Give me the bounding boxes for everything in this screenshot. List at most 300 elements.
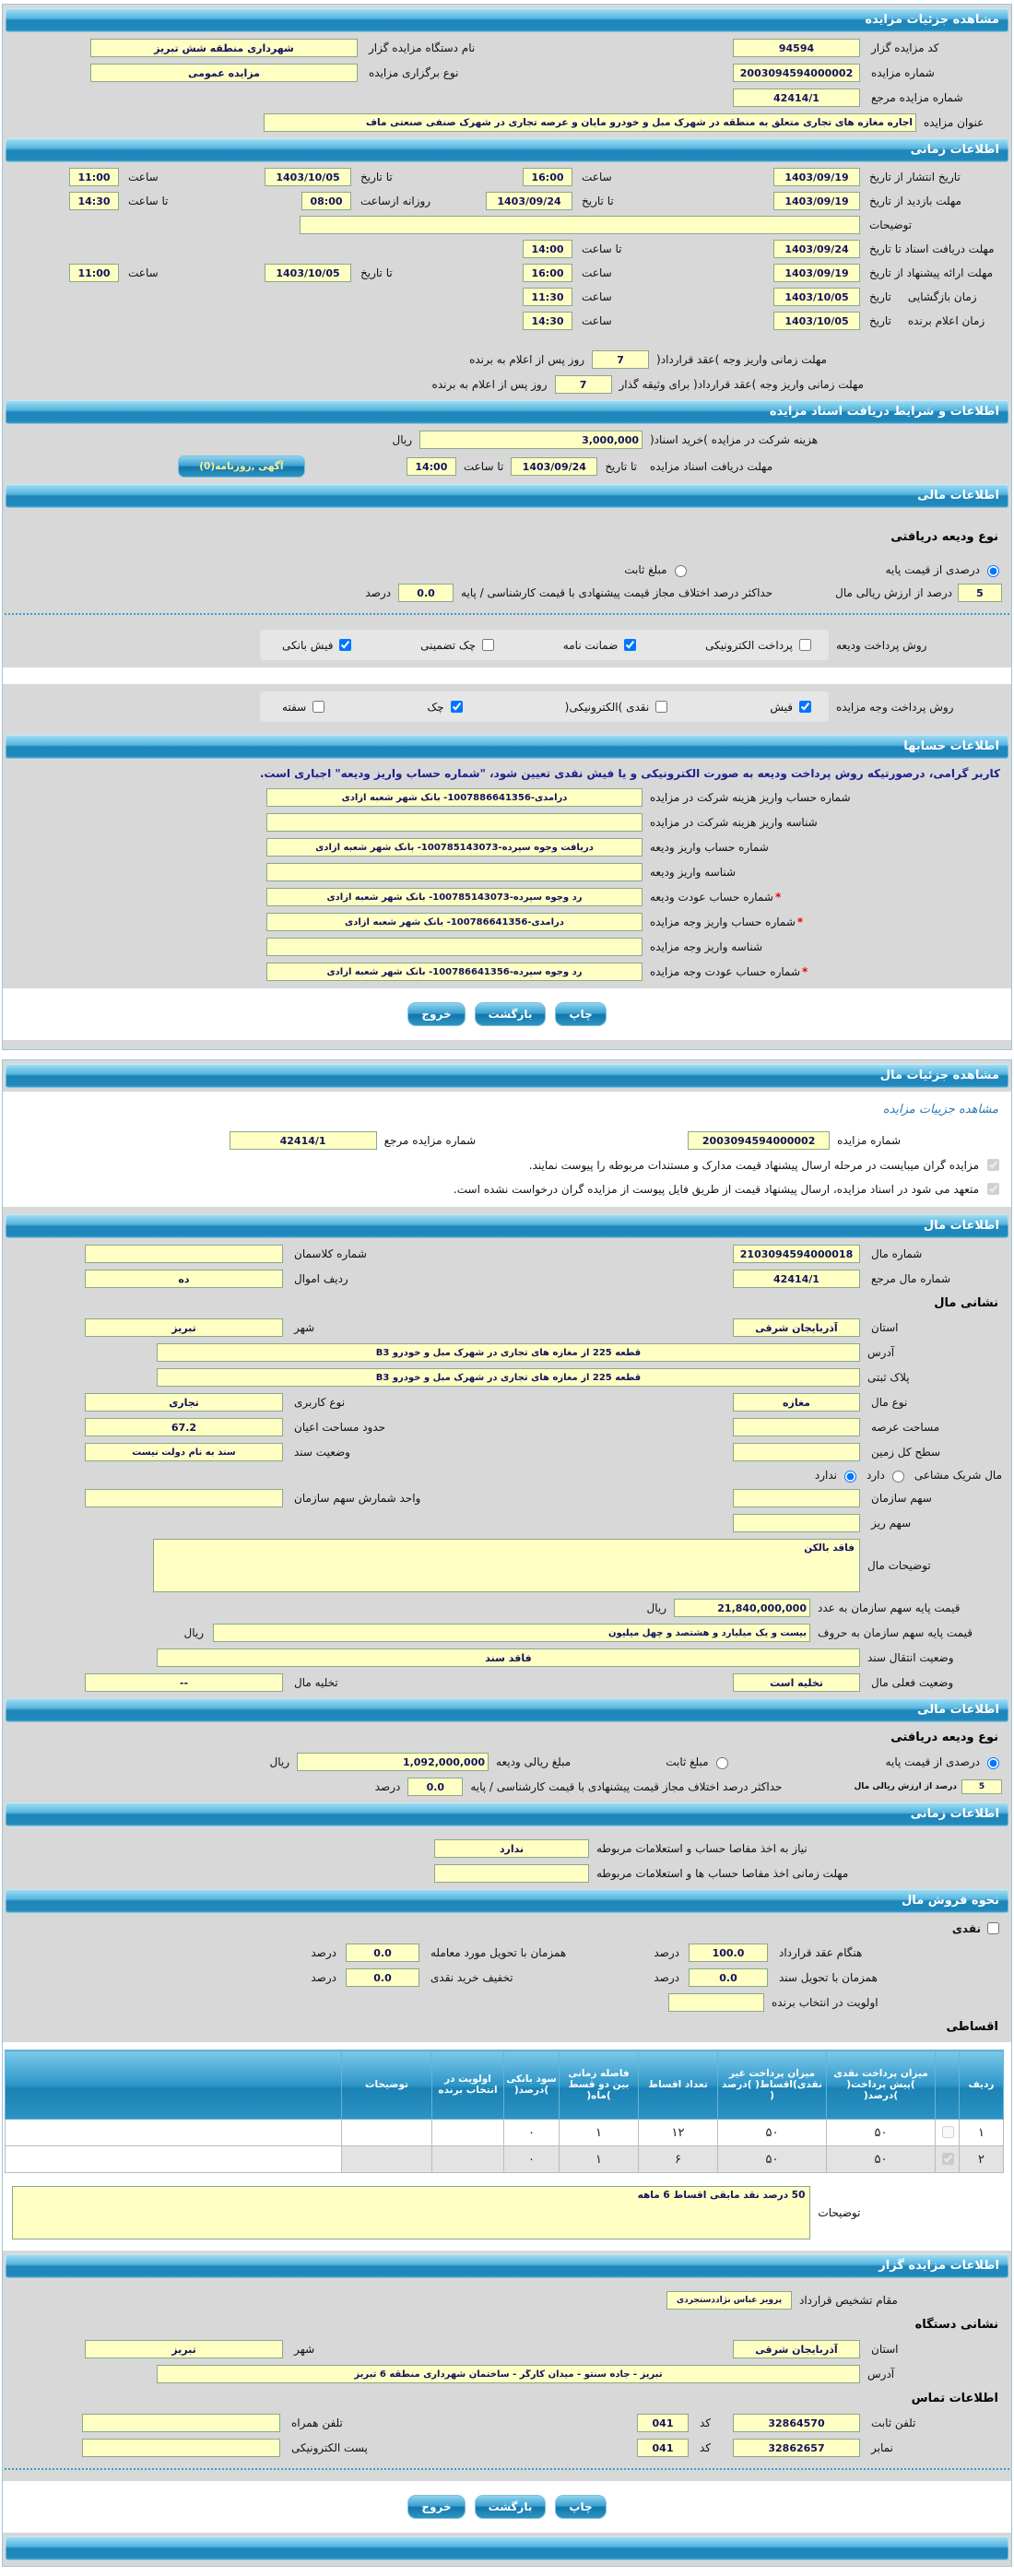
doc-deadline-date-input[interactable] [511,457,597,476]
classification-label: شماره کلاسمان [294,1247,367,1260]
no-file-offer-note: متعهد می شود در اسناد مزایده، ارسال پیشنهاد قیمت از طریق فایل پیوست از مزایده گران درخواست نشده است. [453,1182,979,1196]
account-fee-id-input[interactable] [266,813,643,832]
cell-interest: ۰ [504,2146,560,2173]
row-item-number [12,1245,1002,1263]
row-visit-dates [12,192,1002,210]
deposit-percent-input-2[interactable] [961,1779,1002,1794]
hour-label: ساعت [582,290,612,303]
date-label: تاریخ [869,314,891,327]
row-sale-notes [12,2186,873,2239]
row-offer-dates [12,264,1002,282]
account-auction-return-input[interactable] [266,963,643,981]
check-option[interactable]: چک [419,698,465,715]
percent-label: درصد [311,1946,336,1959]
organizer-province-label: استان [871,2343,899,2356]
accounts-notice: کاربر گرامی، درصورتیکه روش پرداخت ودیعه به صورت الکترونیکی و یا فیش نقدی تعیین شود، "شماره حساب واریز ودیعه" اجباری است. [259,767,1000,780]
row-item-type-usage [12,1393,1002,1412]
row-deposit-type-radios [12,562,1002,577]
cell-interval: ۱ [560,2120,639,2146]
row-timing-notes [12,216,1002,234]
installment-label: اقساطی [946,2020,998,2034]
fixed-amount-radio[interactable] [675,565,687,577]
city-input[interactable] [85,1318,283,1337]
percent-of-value-label: درصد از ارزش ریالی مال [835,586,952,599]
contract-pay-label: مهلت زمانی واریز وجه )عقد قرارداد( [656,353,827,366]
share-unit-input[interactable] [85,1489,283,1507]
bottom-buttons-area [3,2481,1011,2533]
row-area [12,1418,1002,1436]
base-price-words-label: قیمت پایه سهم سازمان به حروف [818,1626,973,1639]
row-account-deposit-return: *شماره حساب عودت ودیعه رد وجوه سپرده-100785143073- بانک شهر شعبه آزادی [12,888,1002,906]
clearance-input[interactable] [434,1839,589,1858]
row-auction-ref [12,89,1002,107]
to-date-label: تا تاریخ [360,171,393,183]
phone-code-input[interactable] [637,2414,689,2432]
row-base-price-words [12,1624,1002,1642]
docs-deadline-date-input[interactable] [773,240,860,258]
row-current-status [12,1673,1002,1692]
promissory-note-checkbox[interactable] [312,701,324,713]
footer-bar [6,2536,1008,2560]
item-address-label: آدرس [867,1346,895,1359]
max-diff-input-2[interactable] [407,1778,463,1796]
row-select-checkbox[interactable] [942,2153,954,2165]
row-account-auction-payment-id [12,938,1002,956]
row-auction-code-org [12,39,1002,57]
cash-sale-checkbox[interactable] [987,1922,999,1934]
partner-has-radio[interactable] [892,1471,904,1483]
base-price-input[interactable] [674,1599,810,1617]
slip-option[interactable]: فیش [762,698,814,715]
row-item-province-city [12,1318,1002,1337]
item-auction-ref-input[interactable] [230,1131,377,1150]
contract-pay-days-input[interactable] [592,350,649,369]
col-header-noncash-payment: میزان پرداخت غیر نقدی)اقساط( )درصد ( [718,2050,827,2120]
guarantor-pay-label: مهلت زمانی واریز وجه )عقد قرارداد( برای وثیقه گذار [619,378,864,391]
auction-title-label: عنوان مزایده [924,116,985,129]
contract-authority-input[interactable] [666,2291,792,2310]
opening-time-input[interactable] [523,288,572,306]
row-organizer-address [12,2365,1002,2383]
row-opening-time [12,288,1002,306]
row-deposit-payment-methods [12,630,1002,660]
cash-electronic-option[interactable]: نقدی )الکترونیکی( [558,698,671,715]
row-participation-fee [12,431,1002,449]
to-date-label: تا تاریخ [360,266,393,279]
section-header-financial-1: اطلاعات مالی [6,484,1008,508]
installment-table-area [3,2042,1011,2251]
doc-deadline-time-input[interactable] [407,457,456,476]
col-header-row-index: ردیف [960,2050,1004,2120]
guarantee-letter-option[interactable]: ضمانت نامه [556,636,640,654]
row-note-2 [12,1180,1002,1198]
docs-deadline-time-input[interactable] [523,240,572,258]
attach-docs-checkbox[interactable] [987,1159,999,1171]
organizer-province-input[interactable] [733,2340,860,2358]
province-input[interactable] [733,1318,860,1337]
radio-percent-of-base-2[interactable]: درصدی از قیمت پایه [878,1755,1002,1769]
participation-fee-label: هزینه شرکت در مزایده )خرید اسناد( [650,433,819,446]
cell-noncash: ۵۰ [718,2146,827,2173]
dotted-separator [5,613,1009,615]
city-label: شهر [294,1321,315,1334]
percent-label: درصد [654,1971,679,1984]
row-base-price [12,1599,1002,1617]
col-header-select [936,2050,960,2120]
electronic-payment-option[interactable]: پرداخت الکترونیکی [698,636,814,654]
newspaper-ads-button[interactable]: آگهی ,روزنامه(0) [178,455,305,478]
section-header-auction-details: مشاهده جزئیات مزایده [6,8,1008,32]
account-deposit-id-input[interactable] [266,863,643,881]
section-header-item-info: اطلاعات مال [6,1214,1008,1238]
classification-input[interactable] [85,1245,283,1263]
at-contract-input[interactable] [689,1944,768,1962]
buttons-area [3,988,1011,1040]
asset-row-label: ردیف اموال [294,1272,348,1285]
clearance-label: نیاز به اخذ مفاصا حساب و استعلامات مربوطه [596,1842,808,1855]
account-auction-payment-id-input[interactable] [266,938,643,956]
deposit-amount-label: مبلغ ریالی ودیعه [496,1755,572,1768]
view-auction-details-link[interactable]: مشاهده جزییات مزایده [882,1103,998,1117]
row-contract-pay-deadline [12,350,827,369]
at-deed-label: همزمان با تحویل سند [779,1971,878,1984]
cell-notes [342,2120,432,2146]
deposit-methods-group [260,630,829,660]
offer-to-date-input[interactable] [265,264,351,282]
guarantee-letter-checkbox[interactable] [624,639,636,651]
exit-button[interactable]: خروج [407,2495,465,2519]
fax-code-input[interactable] [637,2439,689,2457]
sale-notes-label: توضیحات [818,2206,861,2219]
deposit-amount-input[interactable] [297,1753,489,1771]
radio-fixed-amount-2[interactable]: مبلغ ثابت [658,1755,730,1769]
section-header-sale-method: نحوه فروش مال [6,1889,1008,1913]
percent-of-value-label-2: درصد از ارزش ریالی مال [854,1782,957,1791]
back-button[interactable]: بازگشت [475,1002,547,1026]
publish-to-date-input[interactable] [265,168,351,186]
account-deposit-return-input[interactable] [266,888,643,906]
at-contract-label: هنگام عقد قرارداد [779,1946,863,1959]
visit-label: مهلت بازدید از تاریخ [869,195,961,207]
section-header-timing-2: اطلاعات زمانی [6,1802,1008,1826]
auction-type-label: نوع برگزاری مزایده [369,66,459,79]
row-account-auction-return: *شماره حساب عودت وجه مزایده رد وجوه سپرده-100786641356- بانک شهر شعبه آزادی [12,963,1002,981]
slip-checkbox[interactable] [799,701,811,713]
table-header-row [6,2050,1004,2120]
registration-plate-label: پلاک ثبتی [867,1371,910,1384]
section-header-doc-conditions: اطلاعات و شرایط دریافت اسناد مزایده [6,400,1008,424]
white-band [3,668,1011,684]
row-deposit-percent-2 [12,1778,1002,1796]
row-item-notes [12,1539,1002,1592]
email-label: پست الکترونیکی [291,2441,368,2454]
offer-from-date-input[interactable] [773,264,860,282]
max-diff-input[interactable] [398,584,454,602]
item-address-input[interactable] [157,1343,860,1362]
item-number-input[interactable] [733,1245,860,1263]
col-header-installment-count: تعداد اقساط [639,2050,718,2120]
print-button[interactable]: چاپ [555,1002,606,1026]
row-item-auction-number [12,1131,901,1150]
item-type-label: نوع مال [871,1396,908,1409]
row-account-deposit [12,838,1002,857]
publish-label: تاریخ انتشار از تاریخ [869,171,961,183]
deed-status-input[interactable] [85,1443,283,1461]
organizer-name-input[interactable] [90,39,358,57]
row-clearance-deadline [12,1864,1002,1883]
row-auction-number-type [12,64,1002,82]
date-label: تاریخ [869,290,891,303]
timing-notes-input[interactable] [300,216,860,234]
rial-label: ریال [646,1601,666,1614]
land-area-input[interactable] [733,1418,860,1436]
share-detail-input[interactable] [733,1514,860,1532]
share-detail-label: سهم ریز [871,1517,912,1530]
mobile-label: تلفن همراه [291,2416,343,2429]
section-header-accounts: اطلاعات حسابها [6,735,1008,759]
row-phone [12,2414,1002,2432]
account-label: شماره حساب واریز وجه مزایده [650,916,796,928]
auction-ref-label: شماره مزایده مرجع [871,91,963,104]
visit-from-date-input[interactable] [773,192,860,210]
auction-code-label: کد مزایده گزار [871,41,939,54]
electronic-payment-checkbox[interactable] [799,639,811,651]
deposit-type-label-2: نوع ودیعه دریافتی [890,1731,998,1744]
item-notes-box[interactable]: فاقد بالکن [153,1539,860,1592]
row-account-fee-deposit [12,788,1002,807]
row-auction-payment-methods [12,691,1002,722]
at-delivery-input[interactable] [346,1944,419,1962]
total-land-label: سطح کل زمین [871,1446,941,1459]
usage-type-label: نوع کاربری [294,1396,346,1409]
docs-deadline-label: مهلت دریافت اسناد تا تاریخ [869,242,995,255]
radio-percent-of-base[interactable]: درصدی از قیمت پایه [878,562,1002,577]
row-shared-partner [12,1468,1002,1483]
partner-hasnt-option[interactable]: ندارد [808,1468,859,1483]
max-diff-label-2: حداکثر درصد اختلاف مجاز قیمت پیشنهادی با قیمت کارشناسی / پایه [470,1780,783,1793]
cell-priority [432,2120,504,2146]
auction-title-input[interactable] [264,113,916,132]
deposit-method-label: روش پرداخت ودیعه [836,638,927,652]
sale-notes-box[interactable]: 50 درصد نقد مابقی اقساط 6 ماهه [12,2186,810,2239]
opening-date-input[interactable] [773,288,860,306]
fax-label: نمابر [871,2441,893,2454]
building-area-label: حدود مساحت اعیان [294,1421,386,1434]
hour-label: ساعت [582,171,612,183]
section-header-item-details: مشاهده جزئیات مال [6,1064,1008,1088]
row-item-ref [12,1270,1002,1288]
to-hour-label: تا ساعت [582,242,622,255]
radio-fixed-amount[interactable]: مبلغ ثابت [617,562,689,577]
organizer-name-label: نام دستگاه مزایده گزار [369,41,476,54]
row-winner-time [12,312,1002,330]
account-fee-deposit-input[interactable] [266,788,643,807]
base-price-words-input[interactable] [213,1624,810,1642]
auction-payment-method-label: روش پرداخت وجه مزایده [836,700,954,714]
cell-count: ۶ [639,2146,718,2173]
contact-info-header: اطلاعات تماس [911,2392,998,2405]
fixed-amount-radio-2[interactable] [716,1757,728,1769]
winner-date-input[interactable] [773,312,860,330]
percent-of-base-radio-2[interactable] [987,1757,999,1769]
col-header-cash-payment: میزان پرداخت نقدی )پیش پرداخت( )درصد( [827,2050,936,2120]
visit-from-time-input[interactable] [301,192,351,210]
contract-authority-label: مقام تشخیص قرارداد [799,2294,898,2307]
col-header-priority: اولویت در انتخاب برنده [432,2050,504,2120]
dotted-separator [5,2468,1009,2470]
item-ref-input[interactable] [733,1270,860,1288]
organizer-city-label: شهر [294,2343,315,2356]
mobile-input[interactable] [82,2414,280,2432]
visit-to-date-input[interactable] [486,192,572,210]
deposit-percent-input[interactable] [958,584,1002,602]
item-details-panel [2,1059,1012,2567]
rial-label: ریال [392,433,412,446]
percent-of-base-radio[interactable] [987,565,999,577]
registration-plate-input[interactable] [157,1368,860,1387]
to-date-label: تا تاریخ [605,460,637,473]
organizer-address-header: نشانی دستگاه [914,2318,998,2332]
account-label: شناسه واریز وجه مزایده [650,940,763,953]
winner-time-input[interactable] [523,312,572,330]
opening-label: زمان بازگشایی [907,290,977,303]
row-account-deposit-id [12,863,1002,881]
phone-input[interactable] [733,2414,860,2432]
row-docs-deadline [12,240,1002,258]
participation-fee-input[interactable] [419,431,643,449]
row-account-auction-payment: *شماره حساب واریز وجه مزایده درآمدی-100786641356- بانک شهر شعبه آزادی [12,913,1002,931]
cash-electronic-checkbox[interactable] [655,701,667,713]
exit-button[interactable]: خروج [407,1002,465,1026]
back-button[interactable]: بازگشت [475,2495,547,2519]
publish-from-date-input[interactable] [773,168,860,186]
rial-label: ریال [183,1626,204,1639]
hour-label: ساعت [128,266,159,279]
percent-label: درصد [311,1971,336,1984]
code-label: کد [700,2441,712,2454]
fax-input[interactable] [733,2439,860,2457]
deposit-type-label: نوع ودیعه دریافتی [890,530,998,544]
row-note-1 [12,1156,1002,1174]
winner-priority-label: اولویت در انتخاب برنده [772,1996,878,2009]
row-select-checkbox[interactable] [942,2126,954,2138]
offer-from-time-input[interactable] [523,264,572,282]
province-label: استان [871,1321,899,1334]
winner-label: زمان اعلام برنده [907,314,985,327]
row-doc-receipt-deadline [12,455,1002,478]
row-fax [12,2439,1002,2457]
attach-docs-note: مزایده گران میبایست در مرحله ارسال پیشنهاد قیمت مدارک و مستندات مربوطه را پیوست نمایند. [528,1158,979,1172]
winner-priority-input[interactable] [668,1993,764,2012]
cash-sale-option[interactable]: نقدی [945,1920,1002,1937]
bank-slip-option[interactable]: فیش بانکی [275,636,354,654]
partner-hasnt-radio[interactable] [844,1471,856,1483]
check-checkbox[interactable] [451,701,463,713]
at-delivery-label: همزمان با تحویل مورد معامله [430,1946,567,1959]
org-share-label: سهم سازمان [871,1492,932,1505]
percent-label: درصد [654,1946,679,1959]
building-area-input[interactable] [85,1418,283,1436]
transfer-status-label: وضعیت انتقال سند [867,1651,954,1664]
table-row [6,2146,1004,2173]
publish-to-time-input[interactable] [69,168,119,186]
deed-status-label: وضعیت سند [294,1446,350,1459]
hour-label: ساعت [582,266,612,279]
usage-type-input[interactable] [85,1393,283,1412]
transfer-status-input[interactable] [157,1648,860,1667]
evacuation-input[interactable] [85,1673,283,1692]
organizer-city-input[interactable] [85,2340,283,2358]
bank-slip-checkbox[interactable] [339,639,351,651]
publish-from-time-input[interactable] [523,168,572,186]
asset-row-input[interactable] [85,1270,283,1288]
col-header-empty [6,2050,342,2120]
cell-interest: ۰ [504,2120,560,2146]
percent-label: درصد [374,1780,401,1793]
installment-table [5,2050,1004,2173]
visit-to-time-input[interactable] [69,192,119,210]
account-deposit-input[interactable] [266,838,643,857]
at-deed-input[interactable] [689,1968,768,1987]
section-header-financial-2: اطلاعات مالی [6,1698,1008,1722]
row-guarantor-pay-deadline [12,375,864,394]
promissory-note-option[interactable]: سفته [275,698,327,715]
auction-number-input[interactable] [733,64,860,82]
item-notes-label: توضیحات مال [867,1559,931,1572]
email-input[interactable] [82,2439,280,2457]
hour-label: ساعت [582,314,612,327]
secured-check-checkbox[interactable] [482,639,494,651]
org-share-input[interactable] [733,1489,860,1507]
rial-label: ریال [269,1755,290,1768]
auction-type-input[interactable] [90,64,358,82]
partner-has-option[interactable]: دارد [859,1468,907,1483]
item-type-input[interactable] [733,1393,860,1412]
item-number-label: شماره مال [871,1247,923,1260]
no-file-offer-checkbox[interactable] [987,1183,999,1195]
row-sale-percents-2 [12,1968,924,1987]
cell-noncash: ۵۰ [718,2120,827,2146]
row-cash-option [12,1920,1002,1937]
clearance-deadline-input[interactable] [434,1864,589,1883]
offer-to-time-input[interactable] [69,264,119,282]
item-top-white-area [3,1092,1011,1207]
evacuation-label: تخلیه مال [294,1676,338,1689]
account-label: شماره حساب عودت ودیعه [650,891,773,904]
total-land-input[interactable] [733,1443,860,1461]
clearance-deadline-label: مهلت زمانی اخذ مفاصا حساب ها و استعلامات مربوطه [596,1867,849,1880]
auction-ref-input[interactable] [733,89,860,107]
to-hour-label: تا ساعت [463,460,504,473]
item-auction-number-input[interactable] [688,1131,830,1150]
row-share-detail [12,1514,1002,1532]
col-header-bank-interest: سود بانکی )درصد( [504,2050,560,2120]
auction-payment-methods-group [260,691,829,722]
auction-code-input[interactable] [733,39,860,57]
account-label: شماره حساب عودت وجه مزایده [650,965,801,978]
organizer-address-input[interactable] [157,2365,860,2383]
current-status-input[interactable] [733,1673,860,1692]
secured-check-option[interactable]: چک تضمینی [413,636,497,654]
col-header-interval: فاصله زمانی بین دو قسط )ماه( [560,2050,639,2120]
cell-row-index: ۲ [960,2146,1004,2173]
guarantor-pay-days-input[interactable] [555,375,612,394]
print-button[interactable]: چاپ [555,2495,606,2519]
account-label: شماره حساب واریز هزینه شرکت در مزایده [650,791,851,804]
account-auction-payment-input[interactable] [266,913,643,931]
auction-details-panel [2,4,1012,1050]
cash-discount-input[interactable] [346,1968,419,1987]
